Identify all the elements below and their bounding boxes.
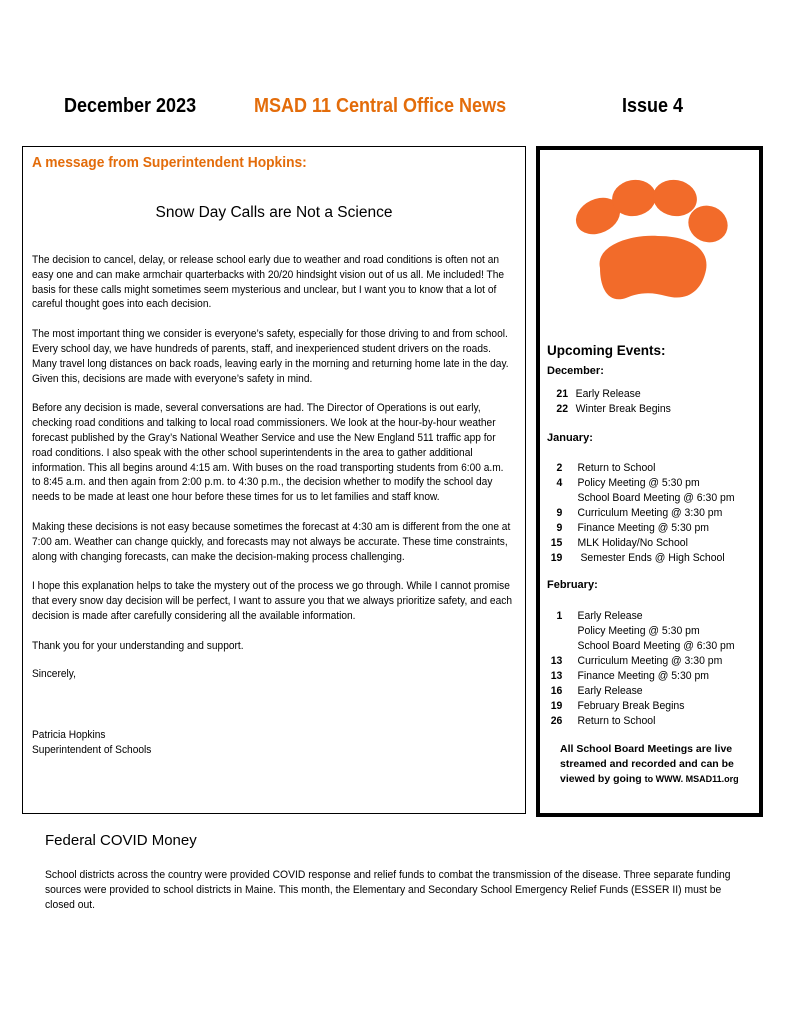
event-day: 2	[556, 462, 563, 474]
signer-name: Patricia Hopkins	[32, 729, 106, 741]
paragraph: The most important thing we consider is everyone’s safety, especially for those driving to and from school. Every school day, we have hundreds of parents, staff, and inexperienced student drivers on the roads. Many travel long distances on back roads, leaving early in the morning and returning home late in the day. Given this, decisions are made with everyone’s safety in mind.	[32, 328, 509, 385]
issue-number: Issue 4	[622, 95, 684, 117]
board-meeting-note	[560, 742, 760, 787]
month-february: February:	[547, 579, 598, 591]
paragraph: Before any decision is made, several conversations are had. The Director of Operations is out early, checking road conditions and talking to local road commissioners. We look at the hour-by-hour weather forecast published by the Gray’s National Weather Service and use the New England 511 traffic app for road conditions. I also speak with the other school superintendents in the area to gather additional information. This all begins around 4:15 am. With buses on the road transporting students from 6:00 a.m. to 8:45 a.m. and then again from 2:00 p.m. to 4:30 p.m., the decision whether to modify the school day needs to be made at least one hour before these times for us to let families and staff know.	[32, 402, 504, 504]
paragraph: Thank you for your understanding and support.	[32, 639, 244, 652]
event-item	[550, 491, 735, 506]
event-item	[550, 521, 709, 536]
article-body	[32, 253, 513, 669]
superintendent-message-box	[22, 146, 526, 814]
event-text: MLK Holiday/No School	[577, 537, 688, 549]
event-day: 1	[556, 610, 563, 622]
event-day: 9	[556, 507, 563, 519]
message-heading: A message from Superintendent Hopkins:	[32, 154, 307, 171]
event-item	[550, 506, 722, 521]
event-item	[550, 476, 700, 491]
covid-section-title: Federal COVID Money	[45, 832, 197, 849]
month-january: January:	[547, 432, 593, 444]
note-text: All School Board Meetings are live streamed and recorded and can be viewed by going	[560, 743, 734, 785]
website-link[interactable]: to WWW. MSAD11.org	[644, 774, 739, 784]
event-day: 22	[556, 403, 569, 415]
signer-title: Superintendent of Schools	[32, 744, 152, 756]
event-item	[550, 402, 671, 417]
event-text: Early Release	[577, 685, 643, 697]
event-day: 19	[550, 700, 563, 712]
event-day: 9	[556, 522, 563, 534]
event-item	[550, 699, 684, 714]
event-item	[550, 609, 643, 624]
paragraph: The decision to cancel, delay, or release school early due to weather and road conditions is often not an easy one and can make armchair quarterbacks with 20/20 hindsight vision out of us all. Me included! The basis for these calls might sometimes seem mysterious and unclear, but I want you to know that a lot of careful thought goes into each decision.	[32, 254, 505, 311]
event-text: Early Release	[575, 388, 641, 400]
event-item	[550, 624, 700, 639]
covid-section-body: School districts across the country were provided COVID response and relief funds to combat the transmission of the disease. Three separate funding sources were provided to school districts in Maine. This month, the Elementary and Secondary School Emergency Relief Funds (ESSER II) must be closed out.	[45, 869, 731, 911]
event-text: Policy Meeting @ 5:30 pm	[577, 625, 700, 637]
tiger-paw-icon	[570, 178, 732, 308]
event-item	[550, 684, 643, 699]
event-text: School Board Meeting @ 6:30 pm	[577, 640, 735, 652]
event-text: Semester Ends @ High School	[577, 552, 725, 564]
event-item	[550, 461, 655, 476]
event-text: Finance Meeting @ 5:30 pm	[577, 670, 709, 682]
event-day: 4	[556, 477, 563, 489]
event-text: Finance Meeting @ 5:30 pm	[577, 522, 709, 534]
event-text: Return to School	[577, 715, 656, 727]
event-day: 15	[550, 537, 563, 549]
event-item	[550, 669, 709, 684]
event-day: 26	[550, 715, 563, 727]
closing: Sincerely,	[32, 668, 76, 680]
event-text: Winter Break Begins	[575, 403, 671, 415]
paragraph: I hope this explanation helps to take the mystery out of the process we go through. While I cannot promise that every snow day decision will be perfect, I want to assure you that we always prioritize safety, and each decision is made after carefully considering all the available information.	[32, 580, 512, 622]
event-item	[550, 536, 688, 551]
newsletter-header	[0, 95, 791, 123]
article-headline: Snow Day Calls are Not a Science	[155, 204, 393, 221]
event-day: 13	[550, 655, 563, 667]
event-day: 19	[550, 552, 563, 564]
event-text: Return to School	[577, 462, 656, 474]
event-item	[550, 387, 641, 402]
events-title: Upcoming Events:	[547, 343, 666, 358]
event-day: 16	[550, 685, 563, 697]
event-item	[550, 714, 655, 729]
event-text: Policy Meeting @ 5:30 pm	[577, 477, 700, 489]
issue-date: December 2023	[64, 95, 197, 117]
event-day: 13	[550, 670, 563, 682]
event-day: 21	[556, 388, 569, 400]
event-item	[550, 654, 722, 669]
month-december: December:	[547, 365, 604, 377]
event-text: Early Release	[577, 610, 643, 622]
events-sidebar	[536, 146, 763, 817]
event-text: Curriculum Meeting @ 3:30 pm	[577, 507, 723, 519]
newsletter-title: MSAD 11 Central Office News	[254, 95, 507, 117]
event-text: School Board Meeting @ 6:30 pm	[577, 492, 735, 504]
event-item	[550, 551, 725, 566]
event-item	[550, 639, 735, 654]
paragraph: Making these decisions is not easy because sometimes the forecast at 4:30 am is different from the one at 7:00 am. Weather can change quickly, and forecasts may not always be accurate. These time constraints, along with changing forecasts, can make the decision-making process challenging.	[32, 520, 511, 563]
event-text: Curriculum Meeting @ 3:30 pm	[577, 655, 723, 667]
event-text: February Break Begins	[577, 700, 685, 712]
